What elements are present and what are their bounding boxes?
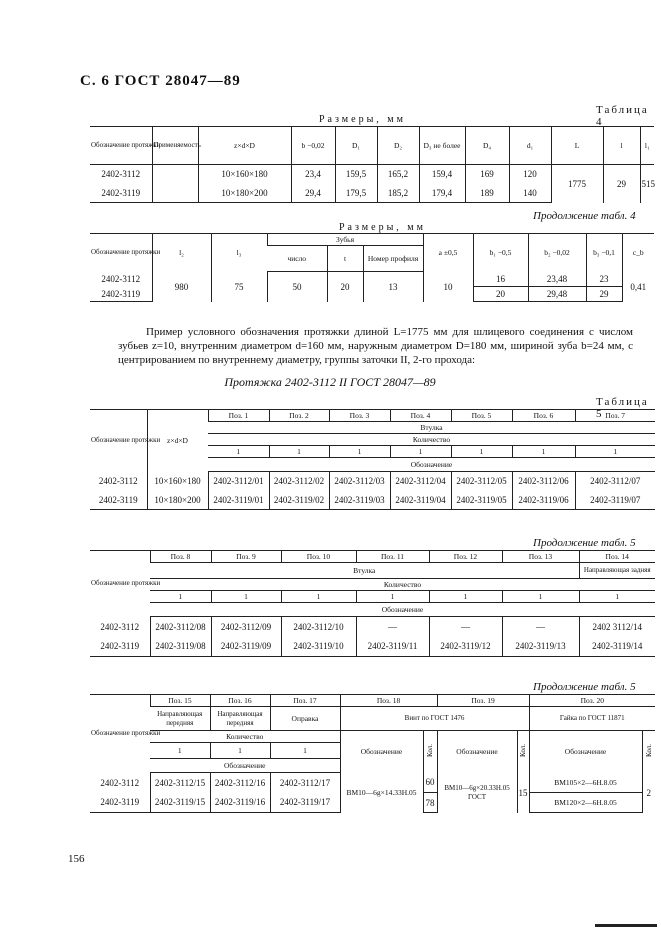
qty-cell: 1 [451,446,512,458]
pos-header: Поз. 10 [281,551,356,563]
pos-header: Поз. 15 [150,695,210,707]
cell-qty: 78 [423,793,437,813]
cell-size: 10×180×200 [147,491,208,510]
th-D4: D₄ [465,127,509,165]
cell-part: 2402-3119/11 [356,637,429,657]
th-front-guide: Направляющая передняя [150,707,210,731]
cell-D1: 179,5 [335,184,377,203]
qty-cell: 1 [502,591,579,603]
th-zdD: z×d×D [198,127,291,165]
th-front-guide: Направляющая передняя [210,707,270,731]
cell-designation: 2402-3112 [101,169,141,180]
qty-col-label: Кол. [426,744,434,758]
pos-header: Поз. 7 [575,410,655,422]
th-b1: b₁ −0,5 [473,234,528,272]
page-header: С. 6 ГОСТ 28047—89 [80,73,241,89]
page-number: 156 [68,853,85,865]
th-applicability: Применяемость [152,127,198,165]
th-teeth: Зубья [267,234,423,246]
th-d1: d₁ [509,127,551,165]
th-screw: Винт по ГОСТ 1476 [340,707,529,731]
pos-header: Поз. 1 [208,410,269,422]
th-b3: b₃ −0,1 [586,234,622,272]
scan-mark [595,924,657,927]
cell-size: 10×160×180 [147,472,208,491]
th-profile: Номер профиля [363,246,423,272]
pos-header: Поз. 19 [437,695,529,707]
th-D1: D₁ [335,127,377,165]
example-text: Пример условного обозначения протяжки длиной L=1775 мм для шлицевого соединения с числом зубьев z=10, внутренним диаметром d=160 мм, наружным диаметром D=180 мм, шириной зуба b=24 мм, с центрированием по внутреннему диаметру, группы заточки II, 2-го прохода: [118,326,633,366]
cell-L: 1775 [551,165,603,203]
th-D3: D₃ не более [419,127,465,165]
cell-part: 2402-3119/16 [210,793,270,813]
qty-cell: 1 [150,591,211,603]
qty-cell: 1 [150,743,210,759]
cell-designation: 2402-3112 [98,476,138,486]
pos-header: Поз. 12 [429,551,502,563]
cell-part: 2402-3112/01 [208,472,269,491]
pos-header: Поз. 20 [529,695,655,707]
cell-l2: 980 [152,272,211,302]
th-l3: l₃ [211,234,267,272]
cell-D1: 159,5 [335,165,377,184]
cell-part: 2402-3119/15 [150,793,210,813]
pos-header: Поз. 3 [329,410,390,422]
cell-part: 2402-3112/10 [281,617,356,637]
table-row [90,472,655,491]
cell-d1: 140 [509,184,551,203]
cell-designation: 2402-3112 [100,777,140,788]
qty-cell: 1 [211,591,281,603]
qty-cell: 1 [208,446,269,458]
cell-part: 2402-3119/02 [269,491,329,510]
th-zdD: z×d×D [147,410,208,472]
cell-b: 23,4 [291,165,335,184]
th-designation-sub: Обозначение [150,759,340,773]
cell-designation: 2402-3119 [90,793,150,813]
table5c-label: Продолжение табл. 5 [533,681,636,693]
th-l2: l₂ [152,234,211,272]
qty-cell: 1 [390,446,451,458]
th-designation-sub: Обозначение [150,603,655,617]
cell-t: 20 [327,272,363,302]
table5-label: Таблица 5 [596,396,649,420]
cell-part: 2402-3119/09 [211,637,281,657]
table-5 [90,409,655,510]
table4-caption: Размеры, мм [319,114,406,125]
qty-cell: 1 [329,446,390,458]
th-screw-designation: Обозначение [437,731,517,773]
th-a: a ±0,5 [423,234,473,272]
qty-cell: 1 [579,591,655,603]
cell-part: 2402 3112/14 [579,617,655,637]
cell-profile: 13 [363,272,423,302]
cell-screw: ВМ10—6g×14.33Н.05 [340,773,423,813]
th-designation: Обозначение протяжки [90,127,152,165]
cell-designation: 2402-3112 [100,621,140,632]
pos-header: Поз. 13 [502,551,579,563]
cell-D4: 189 [465,184,509,203]
th-cb: c_b [622,234,654,272]
th-D2: D₂ [377,127,419,165]
th-t: t [327,246,363,272]
th-nut: Гайка по ГОСТ 11871 [529,707,655,731]
cell-part: 2402-3112/16 [210,773,270,793]
cell-designation: 2402-3119 [90,287,152,302]
cell-part: 2402-3119/12 [429,637,502,657]
qty-cell: 1 [429,591,502,603]
cell-a: 10 [423,272,473,302]
cell-part: 2402-3112/07 [575,472,655,491]
table-row [90,491,655,510]
cell-qty: 2 [642,773,655,813]
th-quantity: Количество [150,579,655,591]
th-mandrel: Оправка [270,707,340,731]
cell-part: 2402-3112/09 [211,617,281,637]
pos-header: Поз. 4 [390,410,451,422]
pos-header: Поз. 14 [579,551,655,563]
cell-part: 2402-3119/17 [270,793,340,813]
pos-header: Поз. 9 [211,551,281,563]
cell-part: — [502,617,579,637]
pos-header: Поз. 18 [340,695,437,707]
th-L: L [551,127,603,165]
cell-part: 2402-3119/13 [502,637,579,657]
th-qty-col [423,731,437,773]
cell-part: 2402-3119/06 [512,491,575,510]
cell-D3: 159,4 [419,165,465,184]
table-row [90,773,655,793]
qty-cell: 1 [270,743,340,759]
table-row [90,617,655,637]
cell-part: 2402-3112/03 [329,472,390,491]
pos-header: Поз. 11 [356,551,429,563]
cell-D2: 185,2 [377,184,419,203]
cell-part: 2402-3112/05 [451,472,512,491]
th-rear-guide: Направляющая задняя [579,563,655,579]
th-designation: Обозначение протяжки [90,551,150,617]
cell-b3: 23 [586,272,622,287]
th-quantity: Количество [150,731,340,743]
cell-l1: 515 [640,165,654,203]
pos-header: Поз. 5 [451,410,512,422]
qty-cell: 1 [210,743,270,759]
cell-cb: 0,41 [622,272,654,302]
cell-count: 50 [267,272,327,302]
cell-designation: 2402-3119 [90,184,152,203]
table5b-label: Продолжение табл. 5 [533,537,636,549]
qty-cell: 1 [356,591,429,603]
cell-b2: 23,48 [528,272,586,287]
cell-part: 2402-3119/03 [329,491,390,510]
th-designation: Обозначение протяжки [90,410,147,472]
th-b: b −0,02 [291,127,335,165]
table4b-caption: Размеры, мм [339,222,426,233]
cell-D3: 179,4 [419,184,465,203]
th-count: число [267,246,327,272]
cell-designation: 2402-3112 [101,274,141,284]
cell-designation: 2402-3119 [90,491,147,510]
pos-header: Поз. 16 [210,695,270,707]
cell-part: 2402-3112/08 [150,617,211,637]
cell-l: 29 [603,165,640,203]
th-qty-col [517,731,529,773]
table-row [90,272,654,287]
example-paragraph [118,325,633,367]
th-l1: l₁ [640,127,654,165]
example-designation: Протяжка 2402-3112 II ГОСТ 28047—89 [224,375,436,389]
cell-D4: 169 [465,165,509,184]
th-b2: b₂ −0,02 [528,234,586,272]
cell-part: 2402-3119/14 [579,637,655,657]
th-qty-col [642,731,655,773]
cell-part: 2402-3112/06 [512,472,575,491]
table-5-continued-2 [90,694,655,813]
qty-cell: 1 [575,446,655,458]
th-designation-sub: Обозначение [208,458,655,472]
cell-part: 2402-3119/05 [451,491,512,510]
cell-size: 10×160×180 [198,165,291,184]
th-designation: Обозначение протяжки [90,234,152,272]
table-row [90,637,655,657]
cell-b2: 29,48 [528,287,586,302]
table4b-label: Продолжение табл. 4 [533,210,636,222]
cell-part: 2402-3119/08 [150,637,211,657]
cell-part: 2402-3119/01 [208,491,269,510]
table4-label: Таблица 4 [596,104,649,128]
table-4-continued [90,233,654,302]
cell-D2: 165,2 [377,165,419,184]
th-designation: Обозначение протяжки [90,695,150,773]
cell-designation: 2402-3119 [90,637,150,657]
pos-header: Поз. 8 [150,551,211,563]
table-row [90,165,654,184]
cell-part: 2402-3119/04 [390,491,451,510]
pos-header: Поз. 17 [270,695,340,707]
th-bushing: Втулка [150,563,579,579]
cell-nut: ВМ105×2—6Н.8.05 [529,773,642,793]
cell-size: 10×180×200 [198,184,291,203]
cell-b3: 29 [586,287,622,302]
cell-screw: ВМ10—6g×20.33Н.05 ГОСТ [437,773,517,813]
cell-l3: 75 [211,272,267,302]
cell-part: — [429,617,502,637]
table-5-continued-1 [90,550,655,657]
cell-b1: 16 [473,272,528,287]
cell-part: 2402-3119/10 [281,637,356,657]
qty-cell: 1 [281,591,356,603]
cell-b1: 20 [473,287,528,302]
pos-header: Поз. 2 [269,410,329,422]
cell-part: — [356,617,429,637]
qty-cell: 1 [512,446,575,458]
th-quantity: Количество [208,434,655,446]
cell-part: 2402-3119/07 [575,491,655,510]
cell-part: 2402-3112/02 [269,472,329,491]
cell-b: 29,4 [291,184,335,203]
qty-col-label: Кол. [519,744,528,758]
cell-qty: 60 [423,773,437,793]
cell-d1: 120 [509,165,551,184]
qty-cell: 1 [269,446,329,458]
table-4 [90,126,654,203]
th-screw-designation: Обозначение [340,731,423,773]
cell-nut: ВМ120×2—6Н.8.05 [529,793,642,813]
th-nut-designation: Обозначение [529,731,642,773]
pos-header: Поз. 6 [512,410,575,422]
th-bushing: Втулка [208,422,655,434]
cell-qty: 15 [517,773,529,813]
qty-col-label: Кол. [644,744,653,758]
cell-part: 2402-3112/17 [270,773,340,793]
cell-part: 2402-3112/04 [390,472,451,491]
th-l: l [603,127,640,165]
cell-part: 2402-3112/15 [150,773,210,793]
